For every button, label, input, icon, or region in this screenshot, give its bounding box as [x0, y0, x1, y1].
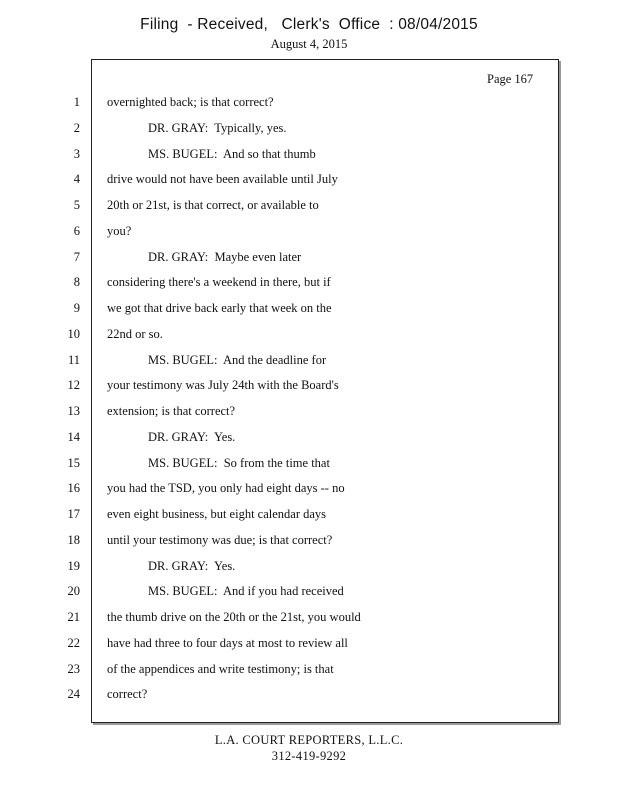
transcript-line-text: MS. BUGEL: And so that thumb	[148, 147, 316, 161]
transcript-line-text: extension; is that correct?	[107, 404, 236, 418]
transcript-line-text: the thumb drive on the 20th or the 21st, you would	[107, 610, 361, 624]
line-number: 2	[73, 121, 80, 135]
line-number: 12	[67, 378, 80, 392]
transcript-line-text: until your testimony was due; is that correct?	[107, 533, 333, 547]
line-number: 8	[73, 275, 80, 289]
transcript-line-text: you?	[107, 224, 132, 238]
line-number: 1	[73, 95, 80, 109]
line-number: 5	[73, 198, 80, 212]
transcript-line-text: MS. BUGEL: And the deadline for	[148, 353, 327, 367]
transcript-line-text: your testimony was July 24th with the Board's	[107, 378, 339, 392]
line-number: 9	[73, 301, 80, 315]
page-number: Page 167	[487, 72, 534, 86]
line-number: 19	[67, 559, 80, 573]
transcript-line-text: 20th or 21st, is that correct, or available to	[107, 198, 319, 212]
transcript-line-text: you had the TSD, you only had eight days -- no	[107, 481, 345, 495]
line-number: 14	[67, 430, 80, 444]
transcript-line-text: correct?	[107, 687, 148, 701]
line-number: 15	[67, 456, 80, 470]
transcript-line-text: 22nd or so.	[107, 327, 163, 341]
transcript-line-text: DR. GRAY: Maybe even later	[148, 250, 302, 264]
transcript-line-text: drive would not have been available until July	[107, 172, 338, 186]
line-number: 18	[67, 533, 80, 547]
transcript-line-text: overnighted back; is that correct?	[107, 95, 274, 109]
line-number: 3	[73, 147, 80, 161]
line-number: 20	[67, 584, 80, 598]
court-reporter-name: L.A. COURT REPORTERS, L.L.C.	[214, 733, 404, 747]
filing-date: August 4, 2015	[270, 37, 348, 51]
transcript-line-text: DR. GRAY: Yes.	[148, 559, 236, 573]
transcript-line-text: we got that drive back early that week on the	[107, 301, 332, 315]
line-number: 17	[67, 507, 80, 521]
transcript-line-text: of the appendices and write testimony; is that	[107, 662, 334, 676]
transcript-line-text: MS. BUGEL: So from the time that	[148, 456, 330, 470]
transcript-line-text: considering there's a weekend in there, but if	[107, 275, 331, 289]
line-number: 10	[67, 327, 80, 341]
line-number: 6	[73, 224, 80, 238]
court-reporter-phone: 312-419-9292	[271, 749, 347, 763]
line-number: 7	[73, 250, 80, 264]
transcript-line-text: even eight business, but eight calendar days	[107, 507, 327, 521]
transcript-line-text: MS. BUGEL: And if you had received	[148, 584, 344, 598]
line-number: 13	[67, 404, 80, 418]
line-number: 24	[67, 687, 80, 701]
transcript-line-text: DR. GRAY: Typically, yes.	[148, 121, 287, 135]
transcript-line-text: have had three to four days at most to review all	[107, 636, 348, 650]
line-number: 23	[67, 662, 80, 676]
line-number: 22	[67, 636, 80, 650]
line-number: 11	[67, 353, 80, 367]
transcript-line-text: DR. GRAY: Yes.	[148, 430, 236, 444]
line-number: 4	[73, 172, 80, 186]
line-number: 21	[67, 610, 80, 624]
filing-stamp: Filing - Received, Clerk's Office : 08/04/2015	[140, 16, 478, 33]
line-number: 16	[67, 481, 80, 495]
